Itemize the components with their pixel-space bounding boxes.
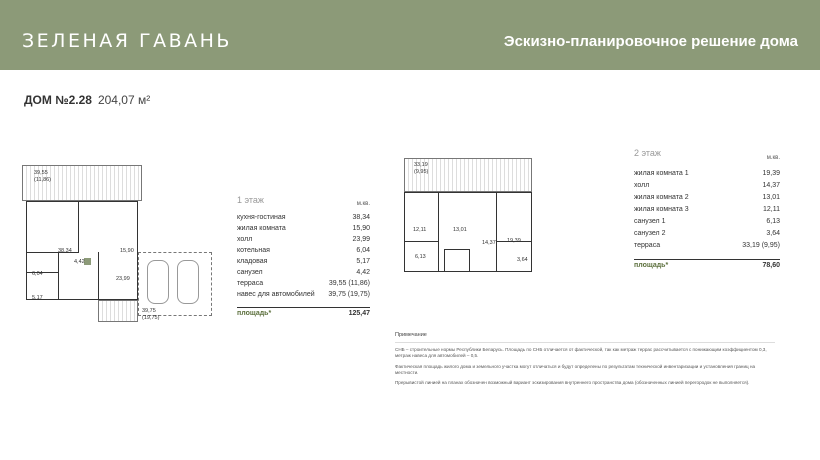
plan2-room1-label: 19,39 (507, 238, 521, 244)
floor2-title: 2 этаж (634, 148, 661, 158)
plan1-hall-label: 23,99 (116, 276, 130, 282)
floor1-porch (98, 300, 138, 322)
brand-logo-text: ЗЕЛЕНАЯ ГАВАНЬ (22, 30, 232, 52)
house-area: 204,07 м² (97, 93, 151, 107)
plan2-room3-label: 12,11 (413, 227, 427, 233)
table-row: кладовая 5,17 (237, 258, 370, 265)
table-row: холл 23,99 (237, 236, 370, 243)
floor1-total: площадь* 125,47 (237, 307, 370, 320)
table-row: жилая комната 3 12,11 (634, 206, 780, 213)
table-row: навес для автомобилей 39,75 (19,75) (237, 291, 370, 298)
plan1-storage-label: 5,17 (32, 295, 43, 301)
notes-paragraph: Фактическая площадь жилого дома и земельного участка могут отличаться и будут определены по результатам технической инвентаризации и установления границ на местности. (395, 363, 756, 375)
floor1-table (237, 195, 370, 325)
table-row: холл 14,37 (634, 182, 780, 189)
floor2-table (634, 148, 780, 278)
plan2-terrace-coef: (9,95) (414, 169, 429, 175)
plan1-terrace-label: 39,55 (34, 170, 48, 176)
table-row: санузел 2 3,64 (634, 230, 780, 237)
notes-divider (395, 342, 775, 343)
car-icon (177, 260, 199, 304)
table-row: кухня-гостиная 38,34 (237, 214, 370, 221)
plan2-wc2-label: 3,64 (517, 257, 528, 263)
house-heading (24, 93, 150, 107)
plan2-wc1-label: 6,13 (415, 254, 426, 260)
floor1-unit: м.кв. (356, 201, 370, 207)
floor1-plan (22, 160, 212, 335)
table-row: котельная 6,04 (237, 247, 370, 254)
plan1-wc-label: 4,42 (74, 259, 85, 265)
table-row: санузел 1 6,13 (634, 218, 780, 225)
plan1-carport-label: 39,75 (142, 308, 156, 314)
floor2-total: площадь* 78,60 (634, 259, 780, 272)
house-name: ДОМ №2.28 (24, 93, 92, 107)
table-row: жилая комната 2 13,01 (634, 194, 780, 201)
notes-paragraph: СНБ – строительные нормы Республики Беларусь. Площадь по СНБ отличается от фактической, так как метраж террас рассчитывается с понижающим коэффициентом 0,3, метраж навеса для автомобилей – 0,5. (395, 347, 767, 359)
plan1-terrace-coef: (11,86) (34, 177, 52, 183)
plan2-room2-label: 13,01 (453, 227, 467, 233)
plan2-terrace-label: 33,19 (414, 162, 428, 168)
plan1-kitchen-label: 38,34 (58, 248, 72, 254)
table-row: терраса 39,55 (11,86) (237, 280, 370, 287)
table-row: санузел 4,42 (237, 269, 370, 276)
plan2-hall-label: 14,37 (482, 240, 496, 246)
table-row: жилая комната 1 19,39 (634, 170, 780, 177)
plan1-boiler-label: 6,04 (32, 271, 43, 277)
car-icon (147, 260, 169, 304)
notes-paragraph: Прерывистой линией на планах обозначен возможный вариант эскизирования внутреннего пространства дома (обозначенных линией перегородок не выполняется). (395, 380, 750, 386)
notes-section (395, 332, 775, 390)
notes-heading: Примечание (395, 332, 427, 338)
floor2-plan (400, 155, 540, 285)
table-row: терраса 33,19 (9,95) (634, 242, 780, 249)
header-title: Эскизно-планировочное решение дома (503, 33, 798, 50)
plan1-carport-coef: (19,75) (142, 315, 160, 321)
floor1-title: 1 этаж (237, 195, 264, 205)
floor2-unit: м.кв. (766, 155, 780, 161)
plan1-living-label: 15,90 (120, 248, 134, 254)
header-bar (0, 0, 820, 70)
table-row: жилая комната 15,90 (237, 225, 370, 232)
